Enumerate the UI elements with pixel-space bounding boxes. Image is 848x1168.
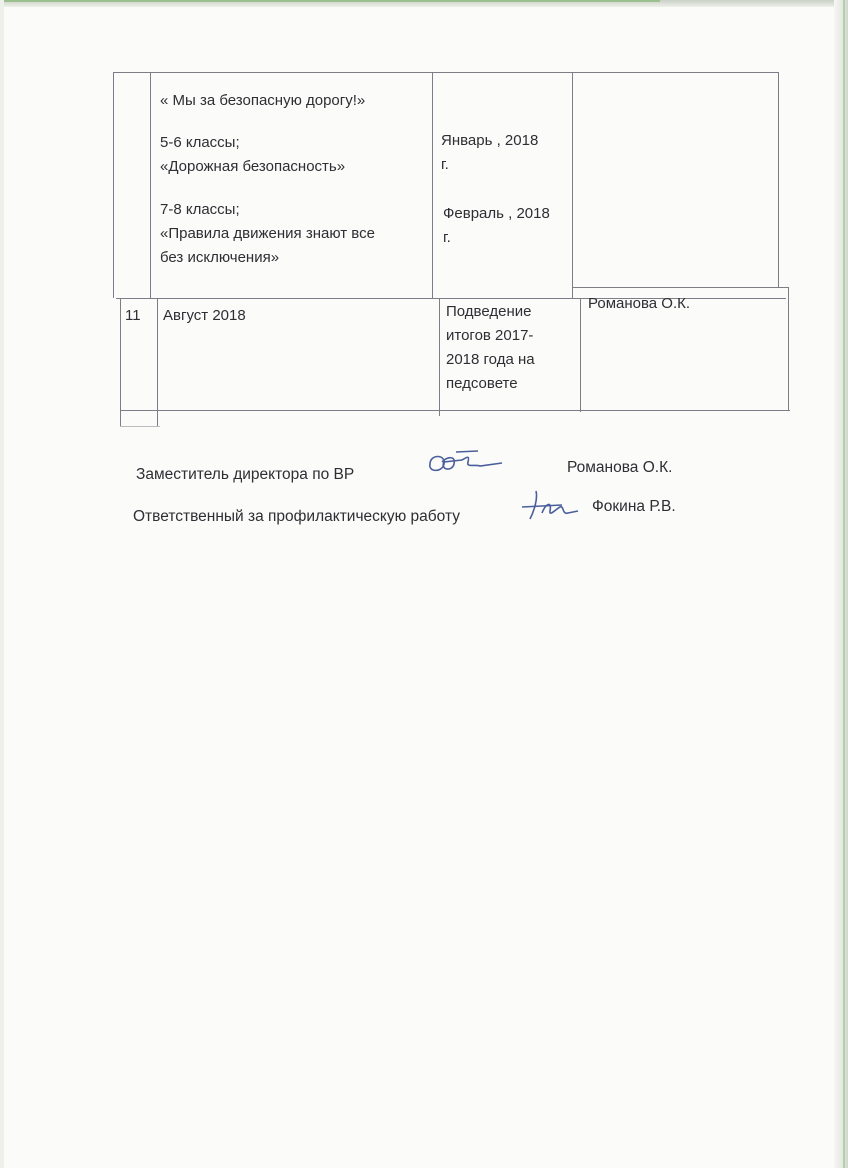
table-line-col4 <box>778 72 779 288</box>
date-line: 2018 года на <box>446 351 535 368</box>
table-line-col3 <box>572 72 573 298</box>
event-cell: Август 2018 <box>163 307 246 324</box>
date-line: Подведение <box>446 303 532 320</box>
event-line: 5-6 классы; <box>160 134 240 151</box>
event-line: 7-8 классы; <box>160 201 240 218</box>
table-line-col1b <box>157 298 158 426</box>
blank-line <box>160 111 375 129</box>
event-line: « Мы за безопасную дорогу!» <box>160 92 366 109</box>
date-cell <box>446 300 535 396</box>
prevention-signature <box>518 487 582 523</box>
scan-top-edge <box>0 0 848 7</box>
event-line: «Правила движения знают все <box>160 225 375 242</box>
table-line-col0 <box>113 72 114 298</box>
date-cell-prev-2 <box>443 204 550 248</box>
date-cell-prev-1 <box>441 131 538 175</box>
prevention-name: Фокина Р.В. <box>592 498 676 515</box>
row-number: 11 <box>125 307 141 324</box>
deputy-name: Романова О.К. <box>567 459 673 476</box>
deputy-signature <box>426 448 504 478</box>
blank-line <box>160 177 375 195</box>
table-line-bottom <box>120 410 790 411</box>
responsible-cell: Романова О.К. <box>588 295 691 312</box>
table-line-col4b <box>788 287 789 411</box>
table-line-mid2 <box>572 287 789 288</box>
date-line: Январь , 2018 <box>441 132 539 149</box>
table-line-col2b <box>439 298 440 416</box>
date-line: г. <box>443 229 451 246</box>
prevention-title: Ответственный за профилактическую работу <box>133 508 460 525</box>
date-line: итогов 2017- <box>446 327 534 344</box>
date-line: Февраль , 2018 <box>443 205 550 222</box>
table-line-bottom-edge <box>120 426 160 427</box>
table-line-col1 <box>150 72 151 298</box>
date-line: г. <box>441 156 449 173</box>
table-line-top <box>113 72 778 73</box>
date-line: педсовете <box>446 375 518 392</box>
event-line: без исключения» <box>160 249 280 266</box>
scan-left-edge <box>0 0 4 1168</box>
event-line: «Дорожная безопасность» <box>160 158 346 175</box>
scan-right-edge <box>834 0 848 1168</box>
event-cell-prev <box>160 91 375 268</box>
table-line-col2 <box>432 72 433 298</box>
table-line-col3b <box>580 298 581 412</box>
table-line-col0b <box>120 298 121 426</box>
deputy-title: Заместитель директора по ВР <box>136 466 355 483</box>
